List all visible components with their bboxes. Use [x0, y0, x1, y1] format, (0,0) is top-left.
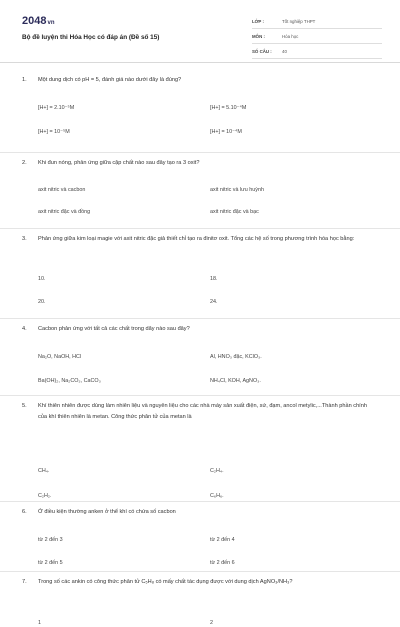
question-text: Cacbon phản ứng với tất cả các chất trong dãy nào sau đây? [38, 326, 190, 332]
question-text-row [22, 507, 400, 518]
question-text-row [22, 234, 400, 245]
question-number: 4. [22, 326, 27, 332]
question-text-row [22, 75, 400, 86]
answer-option-a[interactable]: 1 [38, 620, 41, 626]
answer-option-b[interactable]: Al, HNO₃ đặc, KClO₃. [210, 354, 262, 360]
meta-value: Tốt nghiệp THPT [282, 18, 316, 24]
question-text: Khí thiên nhiên được dùng làm nhiên liệu và nguyên liệu cho các nhà máy sản xuất điện, sứ, đạm, ancol metylic,...Thành phần chính của khí thiên nhiên là metan. Công thức phân tử của metan là [38, 403, 367, 420]
logo-suffix: vn [47, 20, 55, 26]
question-text-row [22, 158, 400, 169]
question-number: 5. [22, 403, 27, 409]
meta-row-count [252, 44, 382, 59]
answer-option-c[interactable]: Ba(OH)₂, Na₂CO₃, CaCO₃ [38, 378, 101, 384]
question-5 [0, 401, 400, 502]
question-7 [0, 577, 400, 627]
header [0, 0, 400, 63]
question-3 [0, 234, 400, 319]
meta-row-subject [252, 29, 382, 44]
meta-label: SỐ CÂU : [252, 48, 272, 54]
answer-option-c[interactable]: 20. [38, 299, 46, 305]
answer-option-d[interactable]: 24. [210, 299, 218, 305]
question-2 [0, 158, 400, 229]
question-text-row [22, 577, 400, 588]
question-4 [0, 324, 400, 396]
answer-option-b[interactable]: [H+] = 5.10⁻⁴M [210, 105, 247, 111]
exam-title: Bộ đề luyện thi Hóa Học có đáp án (Đề số 15) [22, 34, 160, 41]
question-text: Một dung dịch có pH = 5, đánh giá nào dưới đây là đúng? [38, 77, 182, 83]
question-text: Ở điều kiện thường anken ở thể khí có chứa số cacbon [38, 509, 176, 515]
answer-option-d[interactable]: C₆H₆. [210, 493, 224, 499]
meta-label: LỚP : [252, 18, 264, 24]
answer-option-c[interactable]: [H+] = 10⁻⁵M [38, 129, 70, 135]
answer-option-a[interactable]: [H+] = 2.10⁻⁵M [38, 105, 75, 111]
answer-option-a[interactable]: Na₂O, NaOH, HCl [38, 354, 82, 360]
answer-option-d[interactable]: NH₄Cl, KOH, AgNO₃. [210, 378, 261, 384]
answer-option-b[interactable]: từ 2 đến 4 [210, 537, 235, 543]
question-text-row [22, 401, 400, 423]
answer-option-a[interactable]: axit nitric và cacbon [38, 187, 86, 193]
answer-option-a[interactable]: 10. [38, 276, 46, 282]
question-number: 7. [22, 579, 27, 585]
answer-option-b[interactable]: C₂H₄. [210, 468, 224, 474]
meta-value: 40 [282, 48, 287, 54]
meta-row-class [252, 14, 382, 29]
question-text: Phản ứng giữa kim loại magie với axit nitric đặc giả thiết chỉ tạo ra đinitơ oxit. Tổng các hệ số trong phương trình hóa học bằng: [38, 236, 355, 242]
answer-option-a[interactable]: CH₄. [38, 468, 50, 474]
exam-meta [252, 14, 382, 59]
answer-option-c[interactable]: axit nitric đặc và đồng [38, 209, 91, 215]
question-text: Khi đun nóng, phản ứng giữa cặp chất nào sau đây tạo ra 3 oxit? [38, 160, 200, 166]
question-1 [0, 75, 400, 153]
question-6 [0, 507, 400, 572]
answer-option-b[interactable]: 2 [210, 620, 213, 626]
answer-option-c[interactable]: từ 2 đến 5 [38, 560, 63, 566]
meta-label: MÔN : [252, 33, 265, 39]
answer-option-d[interactable]: từ 2 đến 6 [210, 560, 235, 566]
answer-option-c[interactable]: C₂H₂. [38, 493, 52, 499]
question-number: 3. [22, 236, 27, 242]
question-list [0, 75, 400, 627]
site-logo[interactable] [22, 15, 55, 27]
meta-value: Hóa học [282, 33, 299, 39]
answer-option-b[interactable]: axit nitric và lưu huỳnh [210, 187, 264, 193]
question-text-row [22, 324, 400, 335]
logo-text: 2048 [22, 15, 47, 27]
question-number: 1. [22, 77, 27, 83]
question-number: 2. [22, 160, 27, 166]
answer-option-d[interactable]: [H+] = 10⁻⁴M [210, 129, 242, 135]
answer-option-b[interactable]: 18. [210, 276, 218, 282]
question-number: 6. [22, 509, 27, 515]
answer-option-a[interactable]: từ 2 đến 3 [38, 537, 63, 543]
question-text: Trong số các ankin có công thức phân tử C₅H₈ có mấy chất tác dụng được với dung dịch AgNO₃/NH₃? [38, 579, 293, 585]
answer-option-d[interactable]: axit nitric đặc và bạc [210, 209, 259, 215]
